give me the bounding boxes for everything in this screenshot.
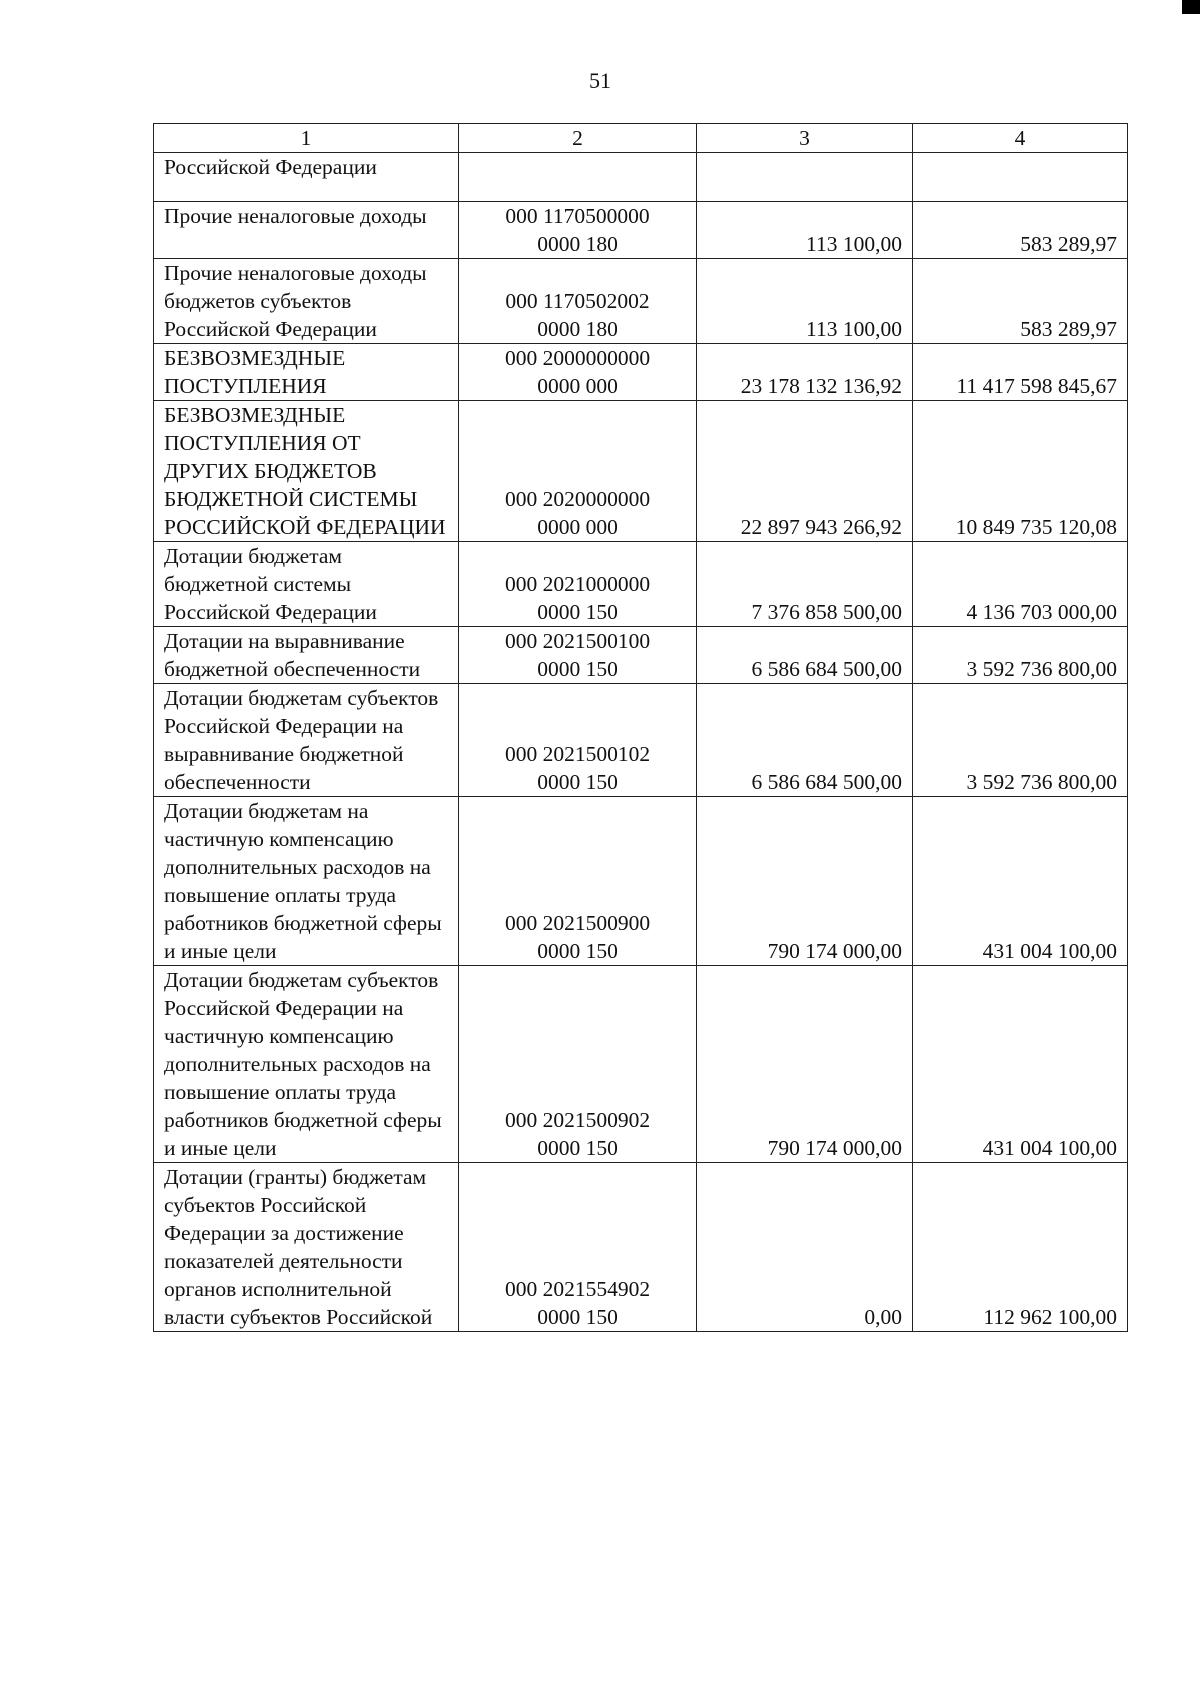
row-value-col4: 112 962 100,00 — [913, 1163, 1128, 1332]
row-name: Дотации бюджетам субъектов Российской Федерации на частичную компенсацию дополнительных расходов на повышение оплаты труда работников бюджетной сферы и иные цели — [154, 966, 459, 1163]
table-header-row — [154, 124, 1128, 153]
row-value-col3: 23 178 132 136,92 — [697, 344, 913, 401]
scan-corner-mark — [1182, 0, 1200, 14]
row-name: Дотации бюджетам бюджетной системы Российской Федерации — [154, 542, 459, 627]
table-row — [154, 684, 1128, 797]
row-name: Прочие неналоговые доходы бюджетов субъектов Российской Федерации — [154, 259, 459, 344]
row-value-col3: 7 376 858 500,00 — [697, 542, 913, 627]
row-name: Российской Федерации — [154, 153, 459, 202]
row-value-col3 — [697, 153, 913, 202]
row-value-col4: 583 289,97 — [913, 202, 1128, 259]
row-value-col4: 10 849 735 120,08 — [913, 401, 1128, 542]
row-value-col4: 3 592 736 800,00 — [913, 684, 1128, 797]
row-value-col4: 4 136 703 000,00 — [913, 542, 1128, 627]
budget-revenue-table — [153, 123, 1128, 1332]
row-value-col4: 583 289,97 — [913, 259, 1128, 344]
row-code: 000 2021500900 0000 150 — [459, 797, 697, 966]
table-row — [154, 202, 1128, 259]
table-row — [154, 542, 1128, 627]
table-row — [154, 797, 1128, 966]
row-name: Дотации (гранты) бюджетам субъектов Российской Федерации за достижение показателей деятельности органов исполнительной власти субъектов Российской — [154, 1163, 459, 1332]
row-code: 000 2020000000 0000 000 — [459, 401, 697, 542]
row-value-col3: 6 586 684 500,00 — [697, 684, 913, 797]
row-name: Дотации бюджетам субъектов Российской Федерации на выравнивание бюджетной обеспеченности — [154, 684, 459, 797]
row-value-col3: 0,00 — [697, 1163, 913, 1332]
table-row — [154, 401, 1128, 542]
row-code: 000 2021500102 0000 150 — [459, 684, 697, 797]
column-header-2: 2 — [459, 124, 697, 153]
row-code — [459, 153, 697, 202]
row-value-col4: 431 004 100,00 — [913, 797, 1128, 966]
row-name: БЕЗВОЗМЕЗДНЫЕ ПОСТУПЛЕНИЯ ОТ ДРУГИХ БЮДЖЕТОВ БЮДЖЕТНОЙ СИСТЕМЫ РОССИЙСКОЙ ФЕДЕРАЦИИ — [154, 401, 459, 542]
row-code: 000 2021554902 0000 150 — [459, 1163, 697, 1332]
column-header-4: 4 — [913, 124, 1128, 153]
row-value-col3: 22 897 943 266,92 — [697, 401, 913, 542]
row-value-col3: 6 586 684 500,00 — [697, 627, 913, 684]
table-row — [154, 966, 1128, 1163]
row-value-col4 — [913, 153, 1128, 202]
table-row — [154, 259, 1128, 344]
table-row — [154, 153, 1128, 202]
row-value-col4: 3 592 736 800,00 — [913, 627, 1128, 684]
row-value-col3: 113 100,00 — [697, 202, 913, 259]
row-value-col4: 11 417 598 845,67 — [913, 344, 1128, 401]
row-name: БЕЗВОЗМЕЗДНЫЕ ПОСТУПЛЕНИЯ — [154, 344, 459, 401]
row-name: Дотации бюджетам на частичную компенсацию дополнительных расходов на повышение оплаты труда работников бюджетной сферы и иные цели — [154, 797, 459, 966]
row-value-col3: 790 174 000,00 — [697, 966, 913, 1163]
column-header-3: 3 — [697, 124, 913, 153]
table-row — [154, 344, 1128, 401]
row-name: Прочие неналоговые доходы — [154, 202, 459, 259]
row-code: 000 2021000000 0000 150 — [459, 542, 697, 627]
column-header-1: 1 — [154, 124, 459, 153]
row-code: 000 1170502002 0000 180 — [459, 259, 697, 344]
table-row — [154, 1163, 1128, 1332]
page-number: 51 — [589, 68, 611, 93]
row-code: 000 1170500000 0000 180 — [459, 202, 697, 259]
row-code: 000 2021500902 0000 150 — [459, 966, 697, 1163]
row-code: 000 2000000000 0000 000 — [459, 344, 697, 401]
row-value-col3: 113 100,00 — [697, 259, 913, 344]
table-row — [154, 627, 1128, 684]
row-value-col4: 431 004 100,00 — [913, 966, 1128, 1163]
row-value-col3: 790 174 000,00 — [697, 797, 913, 966]
row-code: 000 2021500100 0000 150 — [459, 627, 697, 684]
row-name: Дотации на выравнивание бюджетной обеспеченности — [154, 627, 459, 684]
